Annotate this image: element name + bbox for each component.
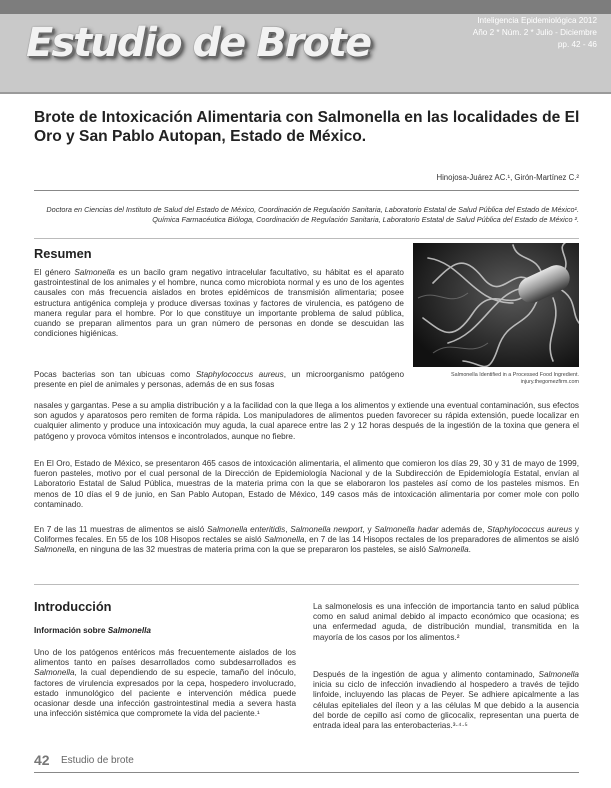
- journal-banner: [0, 0, 611, 92]
- meta-line-3: pp. 42 - 46: [557, 40, 597, 49]
- affiliation-divider: [34, 238, 579, 239]
- page-number: 42: [34, 752, 50, 768]
- meta-line-1: Inteligencia Epidemiológica 2012: [477, 16, 597, 25]
- resumen-paragraph-3: En El Oro, Estado de México, se presentaron 465 casos de intoxicación alimentaria, el alimento que comieron los días 29, 30 y 31 de mayo de 1999, fueron pasteles, motivo por el cual personal de la Dirección de Epidemiología Nacional y de la Subdirección de Epidemiología Estatal, envían al Laboratorio Estatal de Salud Pública, muestras de la materia prima con la que se elaboraron los pasteles así como de los pasteles mismos. En menos de 10 días el 9 de junio, en San Pablo Autopan, Estado de México, 149 casos más de intoxicación alimentaria por comer mole con pollo contaminado.: [34, 459, 579, 509]
- meta-line-2: Año 2 * Núm. 2 * Julio - Diciembre: [472, 28, 597, 37]
- article-authors: Hinojosa-Juárez AC.¹, Girón-Martínez C.²: [436, 173, 579, 182]
- introduccion-subheading: Información sobre Salmonella: [34, 626, 151, 635]
- resumen-paragraph-4: En 7 de las 11 muestras de alimentos se aisló Salmonella enteritidis, Salmonella newport, y Salmonella hadar además de, Staphylococcus aureus y Coliformes fecales. En 55 de los 108 Hisopos rectales se aisló Salmonella, en 7 de las 14 Hisopos rectales de los preparadores de alimentos se aisló Salmonella, en ninguna de las 32 muestras de materia prima con la que se prepararon los pasteles, se aisló Salmonella.: [34, 525, 579, 555]
- section-divider: [34, 584, 579, 585]
- resumen-paragraph-1: El género Salmonella es un bacilo gram negativo intracelular facultativo, su hábitat es el aparato gastrointestinal de los animales y el hombre, nunca como microbiota normal y es uno de los agentes causales con más frecuencia aislados en brotes epidémicos de transmisión alimentaria; posee estructura antigénica compleja y produce diversas toxinas y factores de virulencia, es patógeno de manera regular para el hombre. Por lo que constituye un importante problema de salud pública, cuando se preparan alimentos para un gran número de personas en donde se descuidan las condiciones higiénicas.: [34, 268, 404, 339]
- resumen-paragraph-2-continued: nasales y gargantas. Pese a su amplia distribución y a la facilidad con la que llega a los alimentos y extiende una eventual contaminación, sus efectos son agudos y aparatosos pero remiten de forma rápida. Los manipuladores de alimentos pueden favorecer su rápida extensión, puede localizar en cualquier alimento y produce una intoxicación muy aguda, la cual aparece entre las 2 y 12 horas después de la ingestión de la toxina que genera el patógeno y provoca vómitos intensos e incontrolados, aunque no fiebre.: [34, 401, 579, 441]
- journal-title: Estudio de Brote: [26, 20, 371, 66]
- introduccion-paragraph-1: Uno de los patógenos entéricos más frecuentemente aislados de los alimentos tanto en países desarrollados como subdesarrollados es Salmonella, la cual dependiendo de su especie, tamaño del inóculo, factores de virulencia expresados por la cepa, hospedero involucrado, estado inmunológico del paciente e intervención médica puede ocasionar desde una infección gastrointestinal media a severa hasta una infección sistémica que compromete la vida del paciente.¹: [34, 648, 296, 719]
- figure-caption: [413, 372, 579, 386]
- introduccion-paragraph-2: La salmonelosis es una infección de importancia tanto en salud pública como en salud animal debido al impacto económico que ocasiona; es una enfermedad aguda, de distribución mundial, transmitida en la mayoría de los casos por los alimentos.²: [313, 602, 579, 642]
- banner-divider: [0, 92, 611, 94]
- footer-divider: [34, 772, 579, 773]
- figure-caption-line-1: Salmonella Identified in a Processed Food Ingredient.: [451, 372, 579, 378]
- affiliation-1: Doctora en Ciencias del Instituto de Salud del Estado de México, Coordinación de Regulación Sanitaria, Laboratorio Estatal de Salud Pública del Estado de México¹.: [46, 205, 579, 214]
- affiliation-2: Química Farmacéutica Bióloga, Coordinación de Regulación Sanitaria, Laboratorio Estatal de Salud Pública del Estado de México ².: [152, 215, 579, 224]
- article-title: Brote de Intoxicación Alimentaria con Salmonella en las localidades de El Oro y San Pablo Autopan, Estado de México.: [34, 109, 580, 145]
- resumen-paragraph-2: Pocas bacterias son tan ubicuas como Staphylococcus aureus, un microorganismo patógeno presente en piel de animales y personas, además de en sus fosas: [34, 370, 404, 390]
- affiliations: [34, 205, 579, 225]
- banner-top-strip: [0, 0, 611, 14]
- authors-divider: [34, 190, 579, 191]
- introduccion-heading: Introducción: [34, 599, 112, 614]
- introduccion-paragraph-3: Después de la ingestión de agua y alimento contaminado, Salmonella inicia su ciclo de infección invadiendo al hospedero a través de tejido linfoide, incluyendo las placas de Peyer. Se adhiere apicalmente a las células epiteliales del íleon y a las células M que debido a la ausencia del borde de cepillo así como de glicocalix, representan una puerta de entrada ideal para las enterobacterias.³·⁴·⁵: [313, 670, 579, 731]
- journal-meta: [473, 15, 597, 51]
- salmonella-micrograph-image: [413, 243, 579, 367]
- footer-label: Estudio de brote: [61, 755, 134, 766]
- figure-caption-line-2: injury.thegomezfirm.com: [520, 379, 579, 385]
- bacteria-illustration: [413, 243, 579, 367]
- resumen-heading: Resumen: [34, 246, 92, 261]
